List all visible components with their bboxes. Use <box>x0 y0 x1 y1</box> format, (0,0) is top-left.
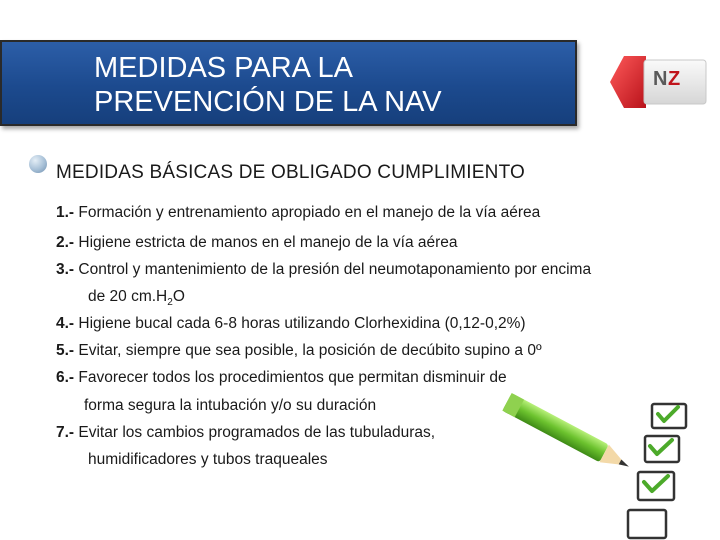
logo-letter-z: Z <box>667 68 681 90</box>
item-text: Control y mantenimiento de la presión del neumotaponamiento por encima <box>74 261 592 278</box>
item-number: 7.- <box>56 424 75 441</box>
item-text: Evitar, siempre que sea posible, la posición de decúbito supino a 0º <box>74 342 542 359</box>
item-text: Higiene bucal cada 6-8 horas utilizando Clorhexidina (0,12-0,2%) <box>74 315 526 332</box>
item-number: 5.- <box>56 342 75 359</box>
item-text-continuation-end: O <box>172 288 185 305</box>
item-text-continuation: de 20 cm.H <box>88 288 168 305</box>
logo-text <box>653 68 681 91</box>
list-item <box>56 234 458 252</box>
list-item-continuation: humidificadores y tubos traqueales <box>88 451 328 468</box>
item-number: 6.- <box>56 369 75 386</box>
list-item-continuation <box>88 288 185 308</box>
bullet-icon <box>29 155 47 173</box>
title-box <box>0 40 577 126</box>
section-heading: MEDIDAS BÁSICAS DE OBLIGADO CUMPLIMIENTO <box>56 162 526 183</box>
item-number: 1.- <box>56 204 75 221</box>
list-item <box>56 424 435 442</box>
list-item <box>56 261 591 279</box>
title-line-1: MEDIDAS PARA LA <box>94 52 353 84</box>
list-item <box>56 369 507 387</box>
item-number: 2.- <box>56 234 75 251</box>
checklist-pencil-icon <box>500 390 715 540</box>
list-item <box>56 315 526 333</box>
item-text: Favorecer todos los procedimientos que permitan disminuir de <box>74 369 507 386</box>
list-item <box>56 204 540 222</box>
item-text: Higiene estricta de manos en el manejo de la vía aérea <box>74 234 458 251</box>
subscript: 2 <box>167 297 173 309</box>
logo-letter-n: N <box>653 68 668 90</box>
item-number: 3.- <box>56 261 75 278</box>
slide-title <box>94 51 442 119</box>
title-line-2: PREVENCIÓN DE LA NAV <box>94 86 442 118</box>
list-item-continuation: forma segura la intubación y/o su duración <box>84 397 377 414</box>
item-number: 4.- <box>56 315 75 332</box>
item-text: Evitar los cambios programados de las tubuladuras, <box>74 424 436 441</box>
item-text: Formación y entrenamiento apropiado en el manejo de la vía aérea <box>74 204 541 221</box>
list-item <box>56 342 542 360</box>
